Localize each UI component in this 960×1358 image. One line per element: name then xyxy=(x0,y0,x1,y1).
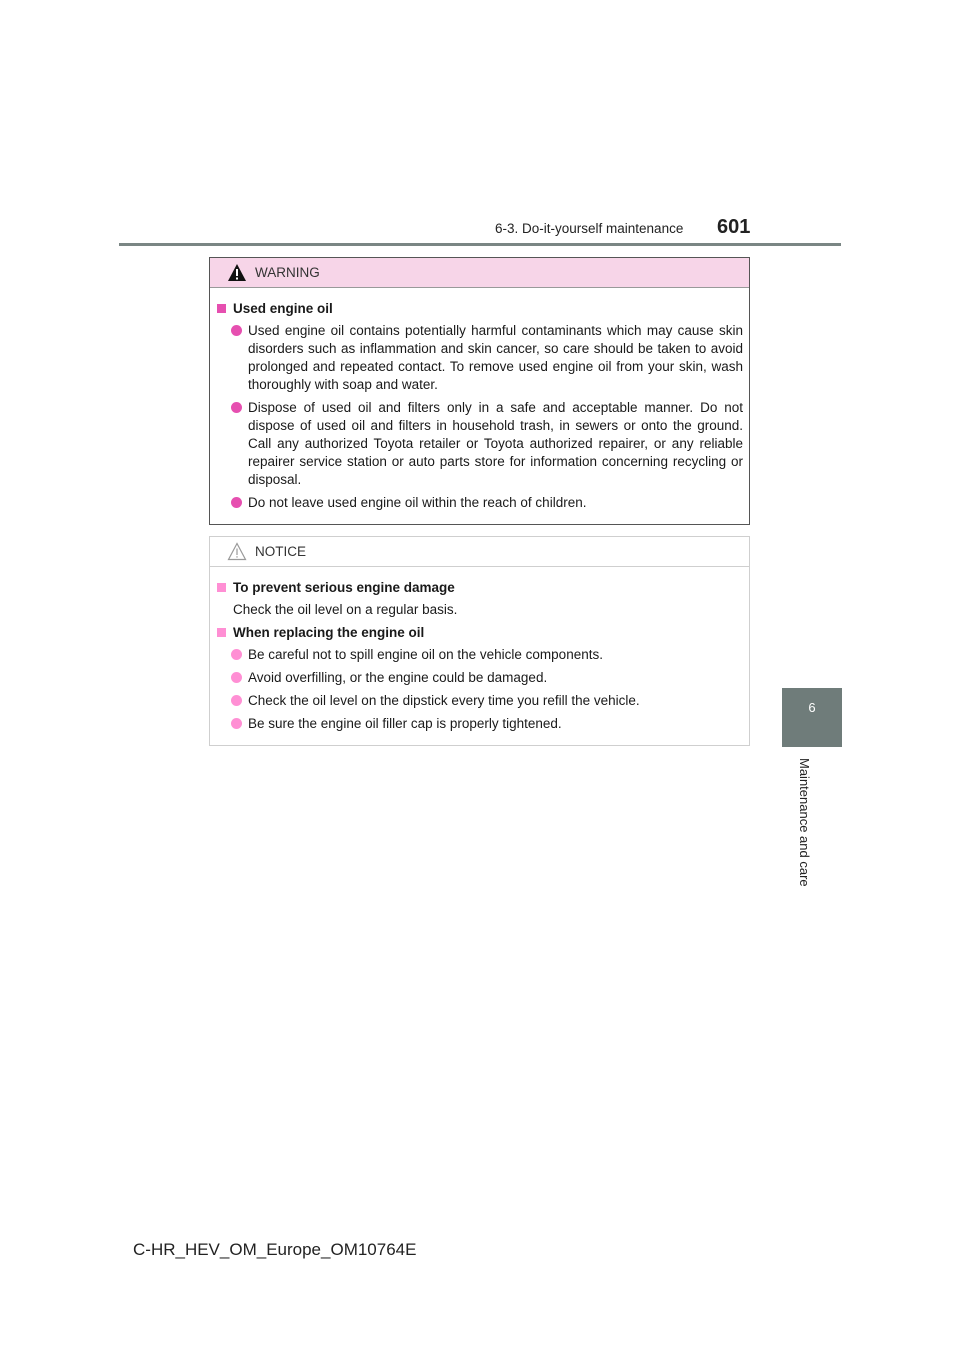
square-bullet-icon xyxy=(217,304,226,313)
chapter-tab: 6 xyxy=(782,688,842,747)
page-number: 601 xyxy=(717,216,751,238)
list-item-text: Avoid overfilling, or the engine could be damaged. xyxy=(248,670,548,685)
list-item xyxy=(216,322,743,394)
round-bullet-icon xyxy=(231,402,242,413)
list-item xyxy=(216,646,743,664)
notice-heading-text: To prevent serious engine damage xyxy=(233,580,455,595)
notice-box xyxy=(209,536,750,746)
notice-heading-text: When replacing the engine oil xyxy=(233,625,425,640)
warning-title: WARNING xyxy=(255,265,320,280)
round-bullet-icon xyxy=(231,695,242,706)
warning-heading-text: Used engine oil xyxy=(233,301,333,316)
list-item xyxy=(216,399,743,489)
notice-header xyxy=(210,537,749,567)
list-item-text: Be careful not to spill engine oil on the vehicle components. xyxy=(248,647,603,662)
list-item xyxy=(216,669,743,687)
list-item-text: Be sure the engine oil filler cap is properly tightened. xyxy=(248,716,562,731)
list-item xyxy=(216,494,743,512)
notice-heading-1 xyxy=(216,579,743,597)
notice-heading-2 xyxy=(216,624,743,642)
header-divider xyxy=(119,243,841,246)
round-bullet-icon xyxy=(231,672,242,683)
list-item xyxy=(216,692,743,710)
warning-header xyxy=(210,258,749,288)
list-item-text: Check the oil level on the dipstick every time you refill the vehicle. xyxy=(248,693,640,708)
list-item-text: Dispose of used oil and filters only in a safe and acceptable manner. Do not dispose of used oil and filters in household trash, in sewers or onto the ground. Call any authorized Toyota retailer or Toyota authorized repairer, or any reliable repairer service station or auto parts store for information concerning recycling or disposal. xyxy=(248,400,743,487)
round-bullet-icon xyxy=(231,325,242,336)
warning-triangle-icon xyxy=(227,263,247,282)
chapter-label: Maintenance and care xyxy=(797,758,812,887)
document-id: C-HR_HEV_OM_Europe_OM10764E xyxy=(133,1240,417,1259)
notice-title: NOTICE xyxy=(255,544,307,559)
list-item-text: Used engine oil contains potentially harmful contaminants which may cause skin disorders such as inflammation and skin cancer, so care should be taken to avoid prolonged and repeated contact. To remove used engine oil from your skin, wash thoroughly with soap and water. xyxy=(248,323,743,392)
caution-triangle-icon xyxy=(227,542,247,561)
round-bullet-icon xyxy=(231,718,242,729)
round-bullet-icon xyxy=(231,649,242,660)
square-bullet-icon xyxy=(217,583,226,592)
notice-text: Check the oil level on a regular basis. xyxy=(233,602,458,617)
round-bullet-icon xyxy=(231,497,242,508)
warning-box xyxy=(209,257,750,525)
square-bullet-icon xyxy=(217,628,226,637)
section-title: 6-3. Do-it-yourself maintenance xyxy=(495,221,684,236)
list-item-text: Do not leave used engine oil within the reach of children. xyxy=(248,495,587,510)
list-item xyxy=(216,715,743,733)
warning-heading xyxy=(216,300,743,318)
